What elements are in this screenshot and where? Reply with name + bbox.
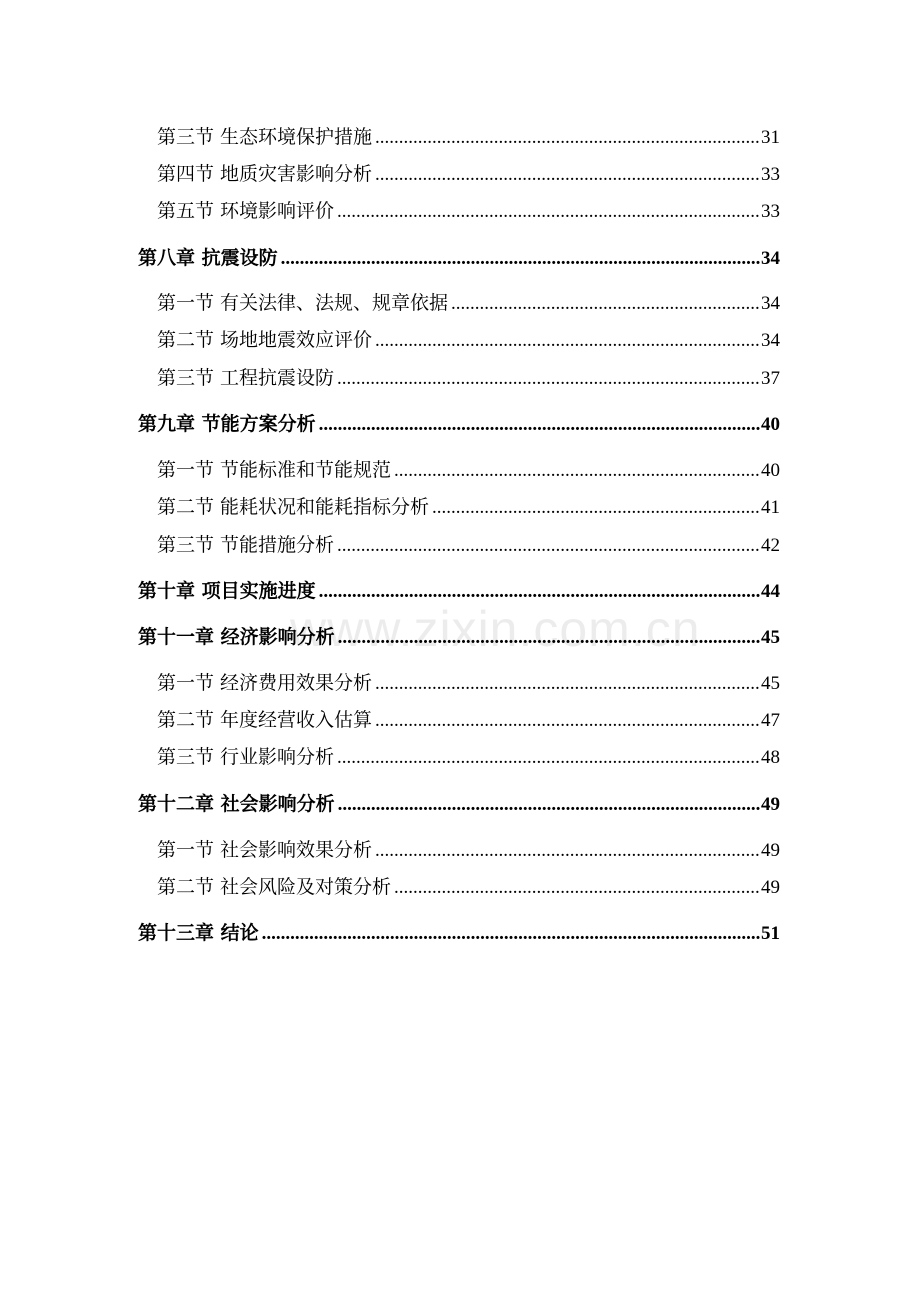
toc-entry-page: 33 [761,164,780,185]
dot-leader [337,367,760,390]
toc-entry-label: 第八章 抗震设防 [138,247,278,269]
toc-entry-label: 第十二章 社会影响分析 [138,793,335,815]
toc-entry-page: 49 [761,794,780,815]
toc-entry[interactable] [157,530,780,557]
toc-entry[interactable] [138,243,780,270]
toc-entry-page: 41 [761,497,780,518]
toc-entry-label: 第三节 行业影响分析 [157,746,335,768]
dot-leader [281,247,760,270]
toc-entry-page: 48 [761,747,780,768]
dot-leader [375,839,760,862]
dot-leader [338,626,760,649]
toc-entry[interactable] [138,789,780,816]
toc-entry[interactable] [138,576,780,603]
toc-entry[interactable] [138,622,780,649]
toc-entry-label: 第十三章 结论 [138,922,259,944]
toc-entry[interactable] [157,363,780,390]
dot-leader [337,746,760,769]
dot-leader [394,876,760,899]
toc-entry-label: 第九章 节能方案分析 [138,413,316,435]
toc-entry-page: 34 [761,293,780,314]
toc-entry-label: 第二节 场地地震效应评价 [157,329,373,351]
toc-entry-page: 40 [761,414,780,435]
toc-entry-page: 34 [761,330,780,351]
toc-entry-page: 47 [761,710,780,731]
toc-entry[interactable] [157,492,780,519]
toc-entry-page: 31 [761,127,780,148]
toc-entry[interactable] [157,159,780,186]
dot-leader [262,922,760,945]
toc-entry-label: 第一节 节能标准和节能规范 [157,459,392,481]
toc-entry[interactable] [157,325,780,352]
dot-leader [394,459,760,482]
toc-entry[interactable] [138,409,780,436]
toc-entry-label: 第三节 节能措施分析 [157,534,335,556]
toc-entry-label: 第四节 地质灾害影响分析 [157,163,373,185]
toc-entry-page: 33 [761,201,780,222]
toc-entry[interactable] [157,455,780,482]
toc-entry-label: 第二节 社会风险及对策分析 [157,876,392,898]
toc-entry-page: 49 [761,877,780,898]
dot-leader [319,413,760,436]
toc-entry-page: 51 [761,923,780,944]
dot-leader [375,126,760,149]
toc-entry-label: 第一节 有关法律、法规、规章依据 [157,292,449,314]
dot-leader [337,200,760,223]
dot-leader [432,496,760,519]
toc-entry[interactable] [157,872,780,899]
toc-entry-page: 40 [761,460,780,481]
toc-entry-label: 第一节 社会影响效果分析 [157,839,373,861]
toc-entry[interactable] [157,668,780,695]
toc-entry[interactable] [157,196,780,223]
toc-entry-label: 第一节 经济费用效果分析 [157,672,373,694]
toc-entry-label: 第二节 能耗状况和能耗指标分析 [157,496,430,518]
dot-leader [337,534,760,557]
dot-leader [451,292,760,315]
toc-entry-page: 42 [761,535,780,556]
toc-entry-page: 45 [761,673,780,694]
toc-entry-page: 37 [761,368,780,389]
dot-leader [319,580,760,603]
dot-leader [338,793,760,816]
toc-entry-page: 44 [761,581,780,602]
dot-leader [375,672,760,695]
toc-entry-label: 第二节 年度经营收入估算 [157,709,373,731]
toc-entry-label: 第十一章 经济影响分析 [138,626,335,648]
toc-entry-page: 34 [761,248,780,269]
dot-leader [375,163,760,186]
toc-entry-label: 第五节 环境影响评价 [157,200,335,222]
toc-entry-label: 第三节 工程抗震设防 [157,367,335,389]
toc-entry[interactable] [157,288,780,315]
toc-entry-page: 49 [761,840,780,861]
toc-entry[interactable] [157,705,780,732]
toc-entry[interactable] [157,835,780,862]
toc-entry[interactable] [138,918,780,945]
toc-entry[interactable] [157,122,780,149]
toc-entry-label: 第三节 生态环境保护措施 [157,126,373,148]
dot-leader [375,709,760,732]
watermark: www.zixin.com.cn [290,601,701,657]
dot-leader [375,329,760,352]
toc-entry-label: 第十章 项目实施进度 [138,580,316,602]
toc-entry[interactable] [157,742,780,769]
toc-entry-page: 45 [761,627,780,648]
